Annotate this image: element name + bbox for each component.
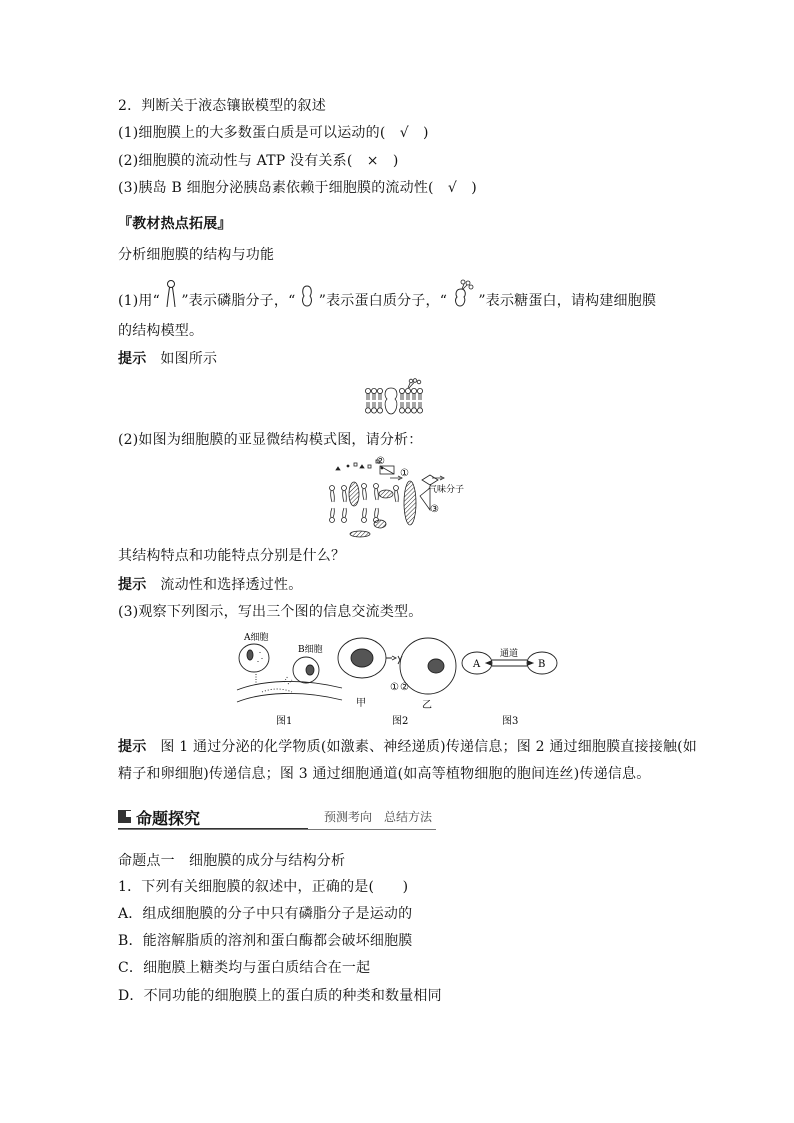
p1-part-3: ”表示蛋白质分子，“ xyxy=(318,293,448,309)
protein-icon xyxy=(300,285,314,307)
p2-question: 其结构特点和功能特点分别是什么？ xyxy=(118,548,346,564)
a-cell-label: A细胞 xyxy=(244,633,269,643)
circle-1-label: ① xyxy=(390,682,399,693)
section-square-icon xyxy=(118,810,131,823)
hint-2-text: 流动性和选择透过性。 xyxy=(160,577,303,593)
fig2-caption: 图2 xyxy=(392,716,409,727)
fig1-caption: 图1 xyxy=(276,716,293,727)
fig3-caption: 图3 xyxy=(502,716,519,727)
circle-2-label: ② xyxy=(400,682,409,693)
option-b: B．能溶解脂质的溶剂和蛋白酶都会破坏细胞膜 xyxy=(118,933,413,949)
hint-3-line-2: 精子和卵细胞)传递信息；图 3 通过细胞通道(如高等植物细胞的胞间连丝)传递信息。 xyxy=(118,766,651,782)
q2-item-1: (1)细胞膜上的大多数蛋白质是可以运动的( √ ) xyxy=(118,125,429,141)
hint-3-line-1 xyxy=(118,737,697,757)
question-1: 1．下列有关细胞膜的叙述中，正确的是( ) xyxy=(118,879,409,895)
hint-label: 提示 xyxy=(118,739,147,755)
topic-point: 命题点一 细胞膜的成分与结构分析 xyxy=(118,853,346,869)
membrane-structure-figure xyxy=(322,456,482,540)
p3-text: (3)观察下列图示，写出三个图的信息交流类型。 xyxy=(118,604,423,620)
section-title: 命题探究 xyxy=(136,809,201,828)
jia-label: 甲 xyxy=(356,698,366,709)
option-c: C．细胞膜上糖类均与蛋白质结合在一起 xyxy=(118,960,371,976)
hint-3-text-1: 图 1 通过分泌的化学物质(如激素、神经递质)传递信息；图 2 通过细胞膜直接接触(如 xyxy=(160,739,698,755)
hint-label: 提示 xyxy=(118,577,147,593)
membrane-model-figure xyxy=(364,378,434,418)
p1-part-1: (1)用“ xyxy=(118,293,160,309)
q2-item-3: (3)胰岛 B 细胞分泌胰岛素依赖于细胞膜的流动性( √ ) xyxy=(118,180,477,196)
hint-2 xyxy=(118,575,302,595)
q2-heading: 2．判断关于液态镶嵌模型的叙述 xyxy=(118,98,326,114)
channel-label: 通道 xyxy=(500,649,519,659)
q2-item-2: (2)细胞膜的流动性与 ATP 没有关系( × ) xyxy=(118,153,399,169)
hint-1-text: 如图所示 xyxy=(160,351,218,367)
b-label: B xyxy=(538,659,546,670)
a-label: A xyxy=(473,659,481,670)
label-odor: 气味分子 xyxy=(428,485,465,495)
b-cell-label: B细胞 xyxy=(298,645,323,655)
hint-label: 提示 xyxy=(118,351,147,367)
p1-part-2: ”表示磷脂分子，“ xyxy=(181,293,296,309)
p1-part-4: ”表示糖蛋白，请构建细胞膜 xyxy=(478,293,657,309)
p1-line xyxy=(118,291,656,311)
label-3: ③ xyxy=(430,504,439,515)
communication-figures xyxy=(232,628,562,728)
p1-line-2: 的结构模型。 xyxy=(118,323,204,339)
label-2: ② xyxy=(376,456,385,467)
section-header xyxy=(118,804,436,830)
section-subtitle: 预测考向 总结方法 xyxy=(323,810,432,824)
option-d: D．不同功能的细胞膜上的蛋白质的种类和数量相同 xyxy=(118,988,442,1004)
extension-subtitle: 分析细胞膜的结构与功能 xyxy=(118,247,275,263)
glycoprotein-icon xyxy=(452,279,474,307)
extension-title: 『教材热点拓展』 xyxy=(118,216,232,232)
yi-label: 乙 xyxy=(422,700,432,711)
label-1: ① xyxy=(400,468,409,479)
p2-text: (2)如图为细胞膜的亚显微结构模式图，请分析： xyxy=(118,432,423,448)
hint-1 xyxy=(118,349,217,369)
option-a: A．组成细胞膜的分子中只有磷脂分子是运动的 xyxy=(118,906,413,922)
phospholipid-icon xyxy=(165,279,177,309)
